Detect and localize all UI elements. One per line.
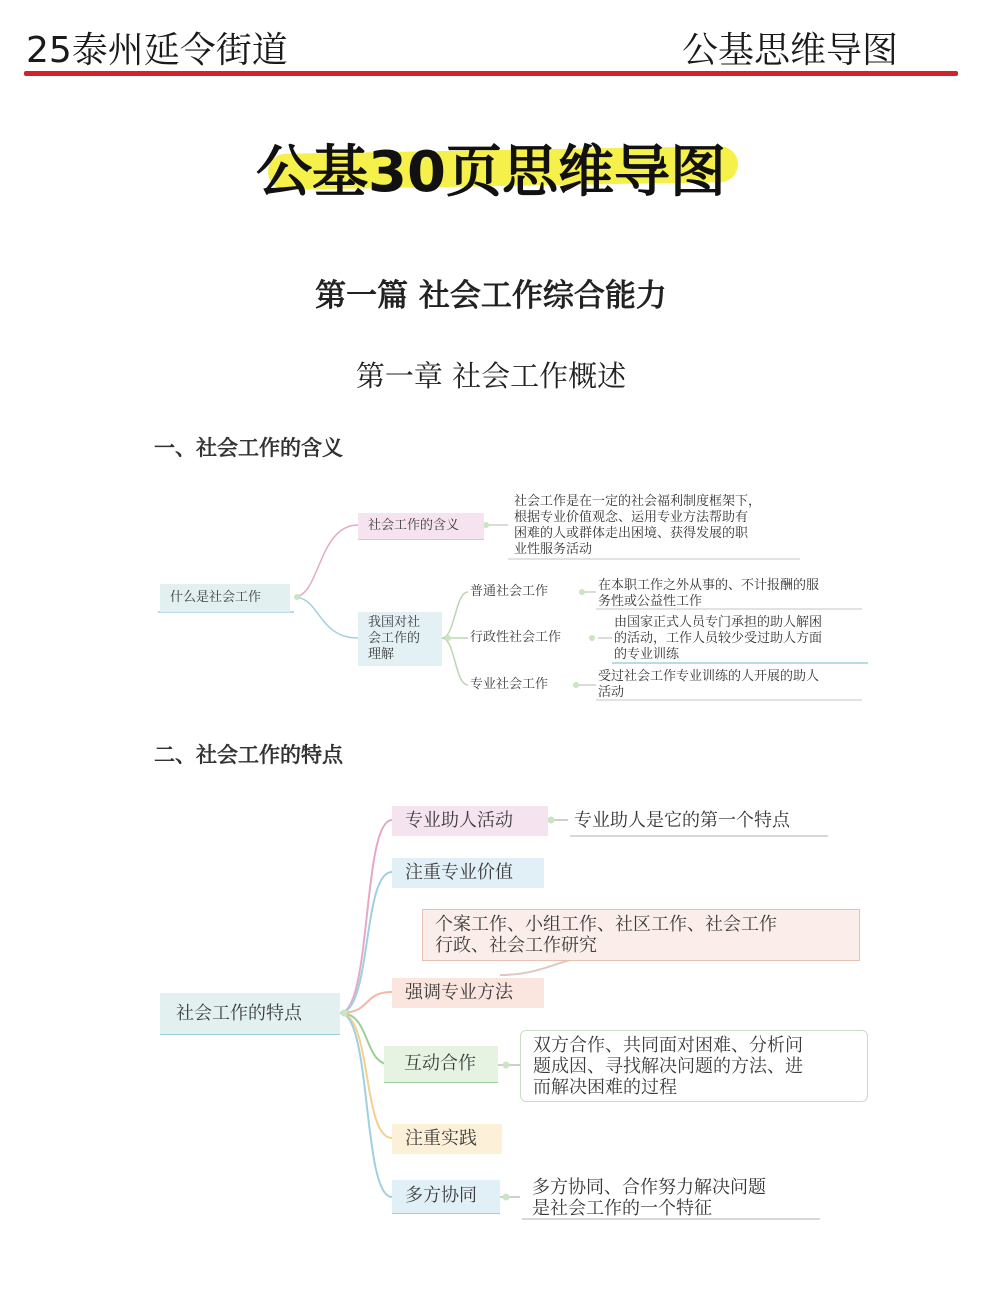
type-node-administrative: 行政性社会工作	[470, 630, 562, 645]
section1-root-node	[160, 584, 290, 612]
meaning-node	[358, 513, 484, 539]
page-title: 公基30页思维导图	[256, 140, 726, 205]
type-node-professional: 专业社会工作	[470, 677, 549, 692]
type-desc-professional: 受过社会工作专业训练的人开展的助人 活动	[598, 669, 820, 700]
header-right-title: 公基思维导图	[682, 30, 899, 71]
header-left-title: 25泰州延令街道	[26, 30, 288, 71]
feature-node-methods: 强调专业方法	[392, 978, 544, 1008]
section2-heading: 二、社会工作的特点	[154, 743, 343, 767]
feature-desc-helping: 专业助人是它的第一个特点	[574, 810, 790, 831]
feature-desc-methods: 个案工作、小组工作、社区工作、社会工作 行政、社会工作研究	[422, 909, 860, 961]
type-desc-administrative: 由国家正式人员专门承担的助人解困 的活动，工作人员较少受过助人方面 的专业训练	[614, 615, 823, 662]
feature-node-practice: 注重实践	[392, 1124, 502, 1154]
chapter-title: 第一章 社会工作概述	[355, 359, 627, 393]
type-desc-general: 在本职工作之外从事的、不计报酬的服 务性或公益性工作	[598, 578, 820, 609]
section2-root-label: 社会工作的特点	[176, 1003, 302, 1024]
understanding-node: 我国对社 会工作的 理解	[358, 612, 442, 666]
feature-node-collaboration: 多方协同	[392, 1180, 500, 1213]
meaning-node-label: 社会工作的含义	[368, 518, 460, 533]
section2-root-node	[160, 993, 340, 1034]
type-node-general: 普通社会工作	[470, 584, 549, 599]
section1-heading: 一、社会工作的含义	[154, 436, 343, 460]
feature-node-values: 注重专业价值	[392, 858, 544, 888]
feature-node-interaction: 互动合作	[384, 1046, 498, 1082]
feature-desc-interaction: 双方合作、共同面对困难、分析问 题成因、寻找解决问题的方法、进 而解决困难的过程	[520, 1030, 868, 1102]
section1-root-label: 什么是社会工作	[170, 590, 262, 605]
meaning-description: 社会工作是在一定的社会福利制度框架下， 根据专业价值观念、运用专业方法帮助有 困难的人或群体走出困境、获得发展的职 业性服务活动	[514, 494, 762, 557]
part-title: 第一篇 社会工作综合能力	[315, 278, 667, 314]
feature-node-helping: 专业助人活动	[392, 806, 548, 836]
feature-desc-collaboration: 多方协同、合作努力解决问题 是社会工作的一个特征	[532, 1177, 766, 1219]
